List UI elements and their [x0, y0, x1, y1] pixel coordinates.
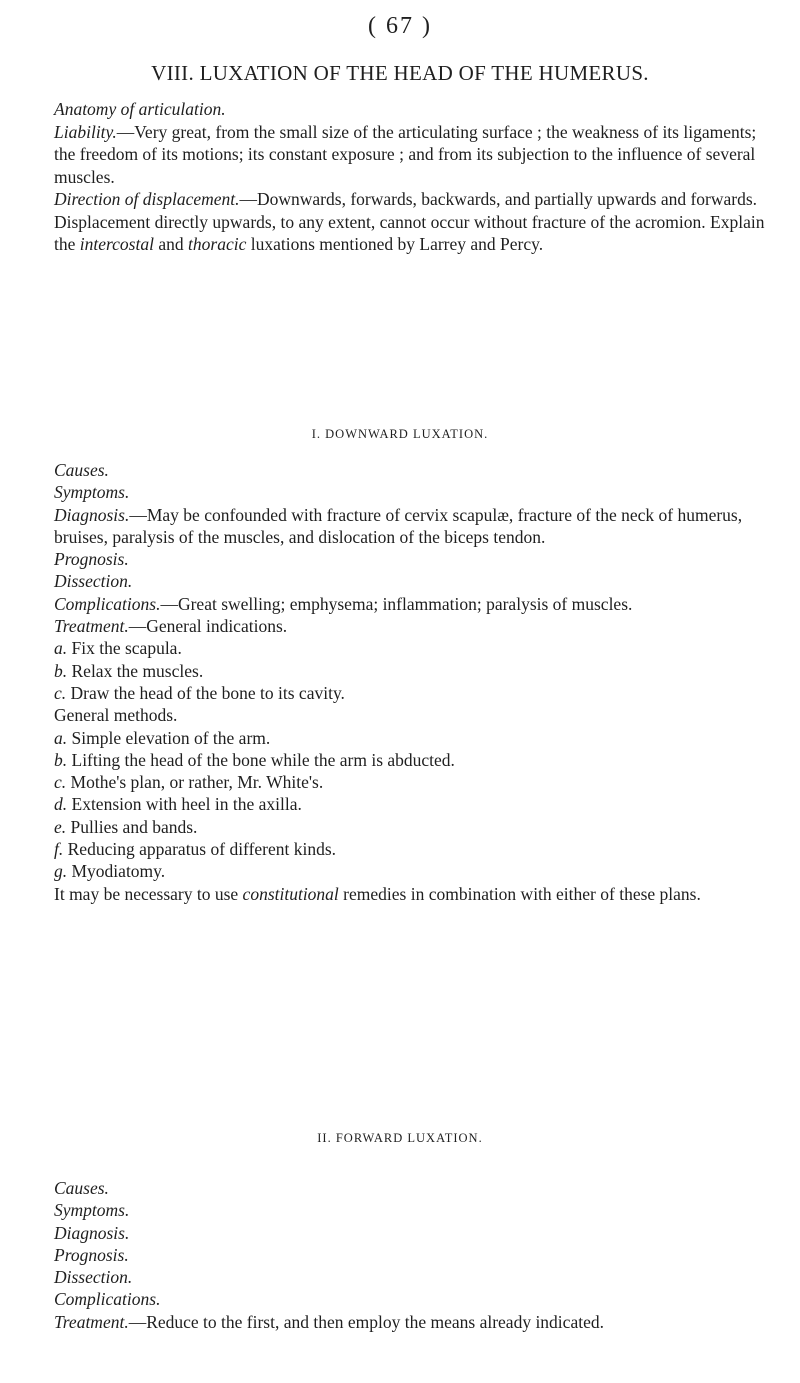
direction-text-1: —Downwards, forwards, backwards, and partially upwards and forwards. Displacement directly upwards, to any extent, cannot occur without fracture of the acromion. Explain the [54, 189, 765, 254]
s2-prognosis: Prognosis. [54, 1244, 129, 1265]
method-letter: b. [54, 749, 68, 770]
s1-complications-label: Complications. [54, 593, 161, 614]
section-1-body [54, 459, 774, 905]
s1-diagnosis-text: —May be confounded with fracture of cervix scapulæ, fracture of the neck of humerus, bruises, paralysis of the muscles, and dislocation of the biceps tendon. [54, 504, 743, 547]
method-item [54, 727, 774, 749]
direction-text-2: luxations mentioned by Larrey and Percy. [246, 234, 544, 254]
s1-dissection: Dissection. [54, 571, 133, 592]
method-letter: g. [54, 861, 68, 882]
s2-treatment [54, 1311, 774, 1333]
intro-block [36, 98, 766, 256]
method-letter: d. [54, 794, 68, 815]
s1-diagnosis [54, 504, 774, 549]
s1-closing-em: constitutional [242, 883, 339, 904]
method-item [54, 838, 774, 860]
method-letter: c. [54, 772, 67, 793]
direction-label: Direction of displacement. [54, 189, 240, 209]
method-text: Lifting the head of the bone while the arm is abducted. [71, 749, 455, 770]
s1-treatment-text: —General indications. [128, 616, 288, 637]
method-item [54, 816, 774, 838]
s1-symptoms: Symptoms. [54, 482, 130, 503]
chapter-title: VIII. LUXATION OF THE HEAD OF THE HUMERUS. [151, 61, 649, 85]
method-text: Pullies and bands. [70, 816, 198, 837]
direction-em-thoracic: thoracic [188, 234, 247, 254]
s1-closing [54, 883, 774, 905]
indication-item [54, 660, 774, 682]
direction-and: and [153, 234, 189, 254]
method-letter: a. [54, 727, 68, 748]
s2-treatment-text: —Reduce to the first, and then employ the means already indicated. [128, 1311, 604, 1332]
s1-causes: Causes. [54, 460, 109, 480]
s2-complications: Complications. [54, 1289, 161, 1310]
s2-diagnosis: Diagnosis. [54, 1222, 130, 1243]
method-item [54, 749, 774, 771]
s1-diagnosis-label: Diagnosis. [54, 504, 130, 525]
s2-causes: Causes. [54, 1178, 109, 1198]
s2-symptoms: Symptoms. [54, 1200, 130, 1221]
indication-letter: c. [54, 682, 67, 703]
indication-item [54, 637, 774, 659]
intro-anatomy [36, 98, 766, 121]
s1-complications-text: —Great swelling; emphysema; inflammation; paralysis of muscles. [160, 593, 633, 614]
direction-em-intercostal: intercostal [79, 234, 154, 254]
s1-treatment-label: Treatment. [54, 616, 129, 637]
indication-text: Fix the scapula. [71, 638, 182, 659]
method-text: Simple elevation of the arm. [71, 727, 271, 748]
method-text: Extension with heel in the axilla. [71, 794, 302, 815]
section-1-heading: I. DOWNWARD LUXATION. [311, 427, 489, 441]
indication-letter: b. [54, 660, 68, 681]
method-letter: e. [54, 816, 67, 837]
s2-dissection: Dissection. [54, 1267, 133, 1288]
intro-liability [36, 121, 766, 189]
page-number: ( 67 ) [368, 13, 432, 39]
indication-text: Draw the head of the bone to its cavity. [70, 682, 345, 703]
s1-closing-1: It may be necessary to use [54, 883, 243, 904]
method-text: Mothe's plan, or rather, Mr. White's. [70, 772, 324, 793]
indication-letter: a. [54, 638, 68, 659]
method-item [54, 793, 774, 815]
s2-treatment-label: Treatment. [54, 1311, 129, 1332]
s1-complications [54, 593, 774, 615]
intro-direction [36, 188, 766, 256]
anatomy-label: Anatomy of articulation. [54, 99, 226, 119]
method-item [54, 860, 774, 882]
liability-label: Liability. [54, 121, 117, 142]
section-2-body [54, 1177, 774, 1333]
method-text: Myodiatomy. [71, 861, 166, 882]
s1-closing-2: remedies in combination with either of these plans. [338, 883, 701, 904]
method-letter: f. [54, 839, 64, 860]
s1-treatment [54, 615, 774, 637]
indication-text: Relax the muscles. [71, 660, 204, 681]
indication-item [54, 682, 774, 704]
s1-prognosis: Prognosis. [54, 549, 129, 570]
method-item [54, 771, 774, 793]
section-2-heading: II. FORWARD LUXATION. [317, 1131, 483, 1145]
methods-heading: General methods. [54, 705, 178, 726]
method-text: Reducing apparatus of different kinds. [67, 839, 337, 860]
liability-text: —Very great, from the small size of the articulating surface ; the weakness of its ligaments; the freedom of its motions; its constant exposure ; and from its subjection to the influence of several muscles. [54, 121, 757, 187]
